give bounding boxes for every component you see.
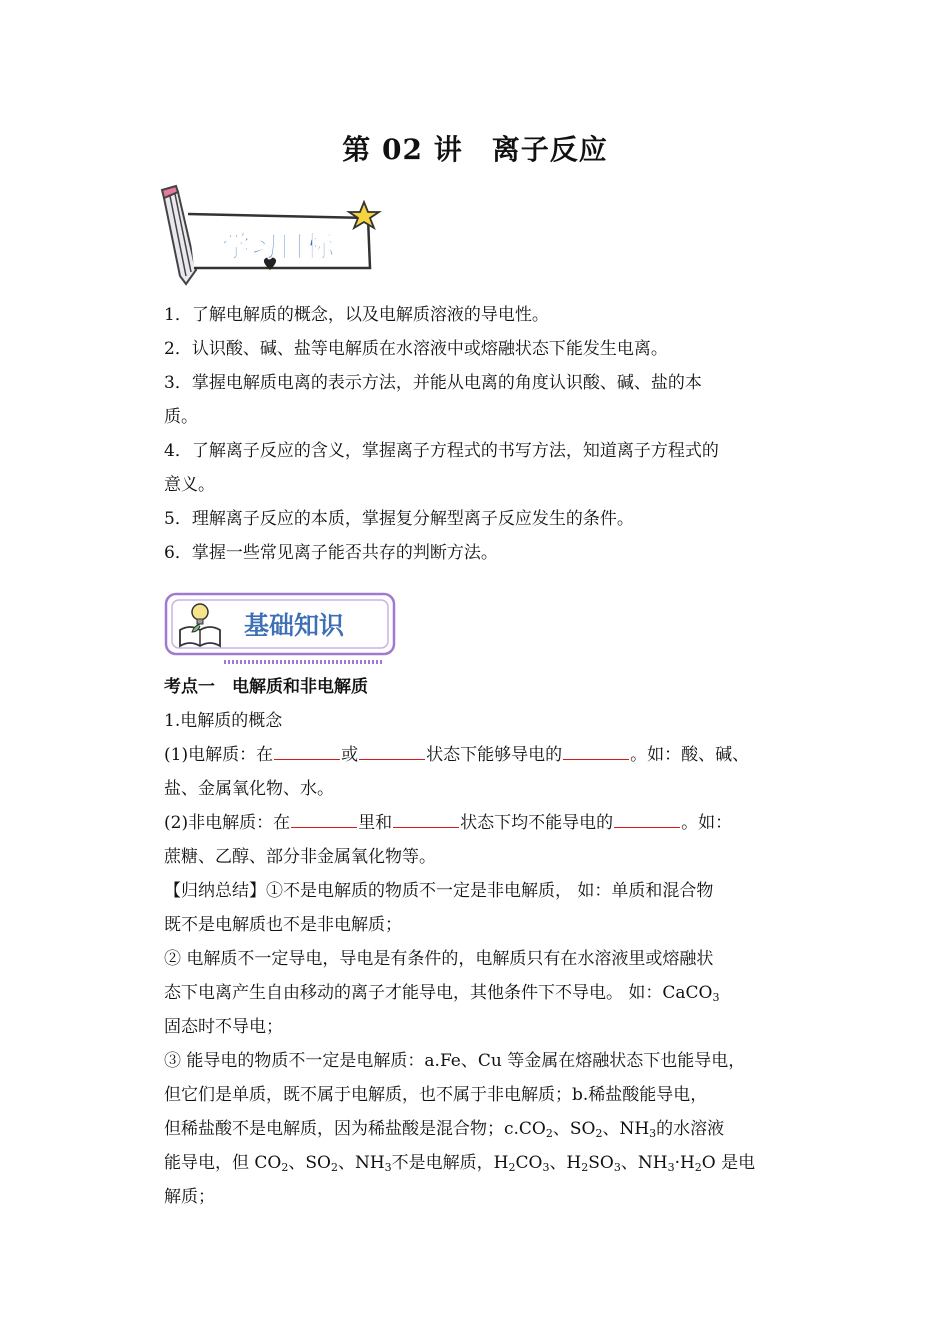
banner-label-basics: 基础知识 (243, 611, 345, 640)
definition-electrolyte-examples: 盐、金属氧化物、水。 (164, 779, 334, 799)
note-2-line: 态下电离产生自由移动的离子才能导电，其他条件下不导电。 如：CaCO$_3$ (164, 983, 720, 1004)
definition-nonelectrolyte: (2)非电解质：在 里和 状态下均不能导电的 。如： (164, 806, 794, 840)
learning-goals-banner (158, 184, 384, 288)
note-3-line: 能导电，但 $CO_2$、$SO_2$、$NH_3$不是电解质，$H_2CO_3$、$H_2SO_3$、$NH_3\cdot H_2O$ 是电 (164, 1153, 756, 1174)
fill-blank[interactable] (614, 807, 680, 828)
fill-blank[interactable] (563, 739, 629, 760)
note-3-line: 但稀盐酸不是电解质，因为稀盐酸是混合物；$c.CO_2$、$SO_2$、$NH_3$的水溶液 (164, 1119, 725, 1140)
summary-line: 既不是电解质也不是非电解质； (164, 915, 402, 935)
note-2-line: 固态时不导电； (164, 1017, 283, 1037)
objective-item: 意义。 (164, 475, 215, 495)
note-3-line: 但它们是单质，既不属于电解质，也不属于非电解质；b.稀盐酸能导电， (164, 1085, 708, 1105)
objective-item: 6．掌握一些常见离子能否共存的判断方法。 (164, 543, 498, 563)
basic-knowledge-banner (164, 590, 398, 668)
objectives-list (164, 298, 794, 570)
subheading: 1.电解质的概念 (164, 711, 283, 731)
objective-item: 质。 (164, 407, 198, 427)
section-content (164, 670, 794, 1214)
note-3-line: ③ 能导电的物质不一定是电解质：a.Fe、Cu 等金属在熔融状态下也能导电， (164, 1051, 746, 1071)
fill-blank[interactable] (393, 807, 459, 828)
definition-nonelectrolyte-examples: 蔗糖、乙醇、部分非金属氧化物等。 (164, 847, 436, 867)
objective-item: 1．了解电解质的概念，以及电解质溶液的导电性。 (164, 305, 549, 325)
fill-blank[interactable] (274, 739, 340, 760)
note-3-line: 解质； (164, 1187, 215, 1207)
objective-item: 4．了解离子反应的含义，掌握离子方程式的书写方法，知道离子方程式的 (164, 441, 719, 461)
objective-item: 2．认识酸、碱、盐等电解质在水溶液中或熔融状态下能发生电离。 (164, 339, 668, 359)
fill-blank[interactable] (291, 807, 357, 828)
objective-item: 5．理解离子反应的本质，掌握复分解型离子反应发生的条件。 (164, 509, 634, 529)
banner-label-goals: 学习目标 (221, 230, 335, 263)
objective-item: 3．掌握电解质电离的表示方法，并能从电离的角度认识酸、碱、盐的本 (164, 373, 702, 393)
page-title: 第 02 讲 离子反应 (342, 133, 608, 166)
fill-blank[interactable] (359, 739, 425, 760)
definition-electrolyte: (1)电解质：在 或 状态下能够导电的 。如：酸、碱、 (164, 738, 794, 772)
note-2-line: ② 电解质不一定导电，导电是有条件的，电解质只有在水溶液里或熔融状 (164, 949, 714, 969)
section-heading: 考点一 电解质和非电解质 (164, 677, 368, 697)
summary-line: 【归纳总结】①不是电解质的物质不一定是非电解质， 如：单质和混合物 (164, 881, 714, 901)
